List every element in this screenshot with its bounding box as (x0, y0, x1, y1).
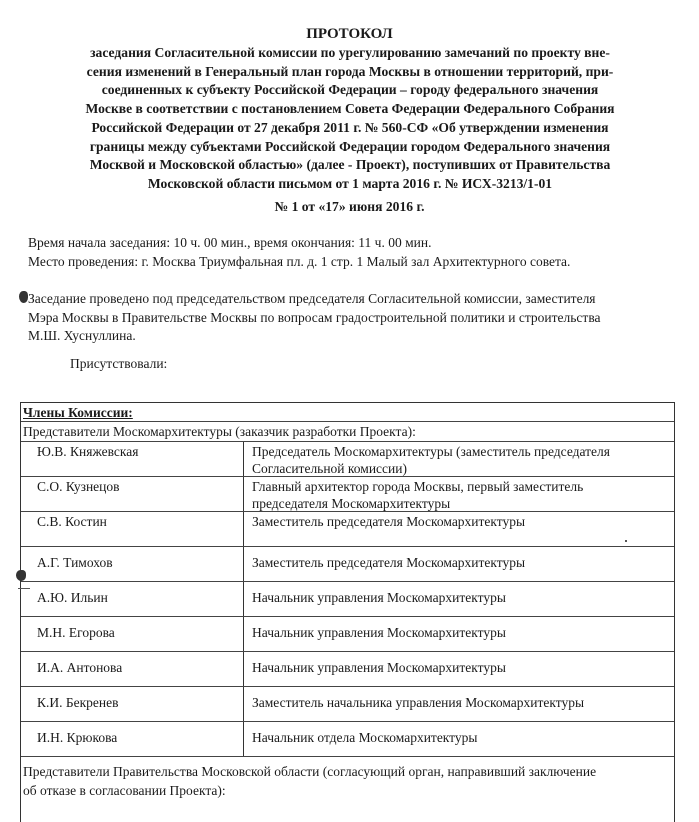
ink-blot (16, 570, 26, 581)
member-role: Заместитель председателя Москомархитектуры (252, 555, 526, 570)
table-row (21, 547, 674, 582)
member-name: А.Ю. Ильин (21, 582, 244, 616)
scan-dot (625, 540, 627, 542)
section-line: Представители Правительства Московской области (согласующий орган, направивший заключение (23, 764, 597, 779)
member-name: С.О. Кузнецов (21, 477, 244, 511)
subtitle-line: сения изменений в Генеральный план города Москвы в отношении территорий, при- (86, 63, 614, 79)
member-name: А.Г. Тимохов (21, 547, 244, 581)
role-line: председателя Москомархитектуры (252, 496, 451, 511)
table-row (21, 652, 674, 687)
member-name: Ю.В. Княжевская (21, 442, 244, 476)
table-row (21, 687, 674, 722)
role-line: Главный архитектор города Москвы, первый заместитель (252, 479, 584, 494)
section-moscow-region-government (21, 757, 674, 822)
subtitle-line: соединенных к субъекту Российской Федерации – городу федерального значения (101, 82, 599, 98)
member-role (244, 477, 674, 511)
member-role: Начальник отдела Москомархитектуры (252, 730, 478, 745)
chair-line: Мэра Москвы в Правительстве Москвы по вопросам градостроительной политики и строительства (28, 309, 601, 325)
role-line: Согласительной комиссии) (252, 461, 407, 476)
member-name: С.В. Костин (21, 512, 244, 546)
table-row (21, 582, 674, 617)
role-line: Председатель Москомархитектуры (заместитель председателя (252, 444, 610, 459)
chair-line: Заседание проведено под председательством председателя Согласительной комиссии, заместителя (28, 291, 596, 306)
member-role: Начальник управления Москомархитектуры (252, 660, 506, 675)
members-table (20, 402, 675, 822)
meeting-time: Время начала заседания: 10 ч. 00 мин., время окончания: 11 ч. 00 мин. (28, 235, 432, 250)
table-row (21, 477, 674, 512)
section-moskomarkhitektura: Представители Москомархитектуры (заказчик разработки Проекта): (21, 422, 674, 442)
subtitle-line: заседания Согласительной комиссии по урегулированию замечаний по проекту вне- (90, 45, 610, 60)
section-line: об отказе в согласовании Проекта): (23, 783, 226, 798)
subtitle-line: Московской области письмом от 1 марта 2016 г. № ИСХ-3213/1-01 (147, 175, 553, 191)
table-row (21, 617, 674, 652)
scan-mark (18, 588, 30, 589)
subtitle-line: Москвой и Московской областью» (далее - Проект), поступивших от Правительства (89, 157, 611, 173)
member-name: М.Н. Егорова (21, 617, 244, 651)
member-role: Заместитель начальника управления Москомархитектуры (252, 695, 585, 710)
table-row (21, 722, 674, 757)
subtitle-line: Москве в соответствии с постановлением Совета Федерации Федерального Собрания (85, 101, 615, 117)
table-row (21, 512, 674, 547)
protocol-number: № 1 от «17» июня 2016 г. (274, 199, 425, 214)
member-role: Заместитель председателя Москомархитектуры (252, 514, 526, 529)
subtitle-line: границы между субъектами Российской Федерации городом Федерального значения (89, 138, 611, 154)
member-role: Начальник управления Москомархитектуры (252, 590, 506, 605)
chair-line: М.Ш. Хуснуллина. (28, 328, 136, 343)
member-name: И.А. Антонова (21, 652, 244, 686)
attended-label: Присутствовали: (70, 356, 168, 371)
meeting-place: Место проведения: г. Москва Триумфальная пл. д. 1 стр. 1 Малый зал Архитектурного совета. (28, 254, 571, 269)
ink-blot (19, 291, 28, 303)
subtitle-line: Российской Федерации от 27 декабря 2011 г. № 560-СФ «Об утверждении изменения (91, 119, 609, 135)
member-role (244, 442, 674, 476)
member-name: И.Н. Крюкова (21, 722, 244, 756)
chair-paragraph (28, 290, 678, 346)
table-header: Члены Комиссии: (21, 403, 674, 422)
member-name: К.И. Бекренев (21, 687, 244, 721)
member-role: Начальник управления Москомархитектуры (252, 625, 506, 640)
document-subtitle (50, 44, 650, 194)
table-row (21, 442, 674, 477)
document-title: ПРОТОКОЛ (306, 26, 393, 42)
